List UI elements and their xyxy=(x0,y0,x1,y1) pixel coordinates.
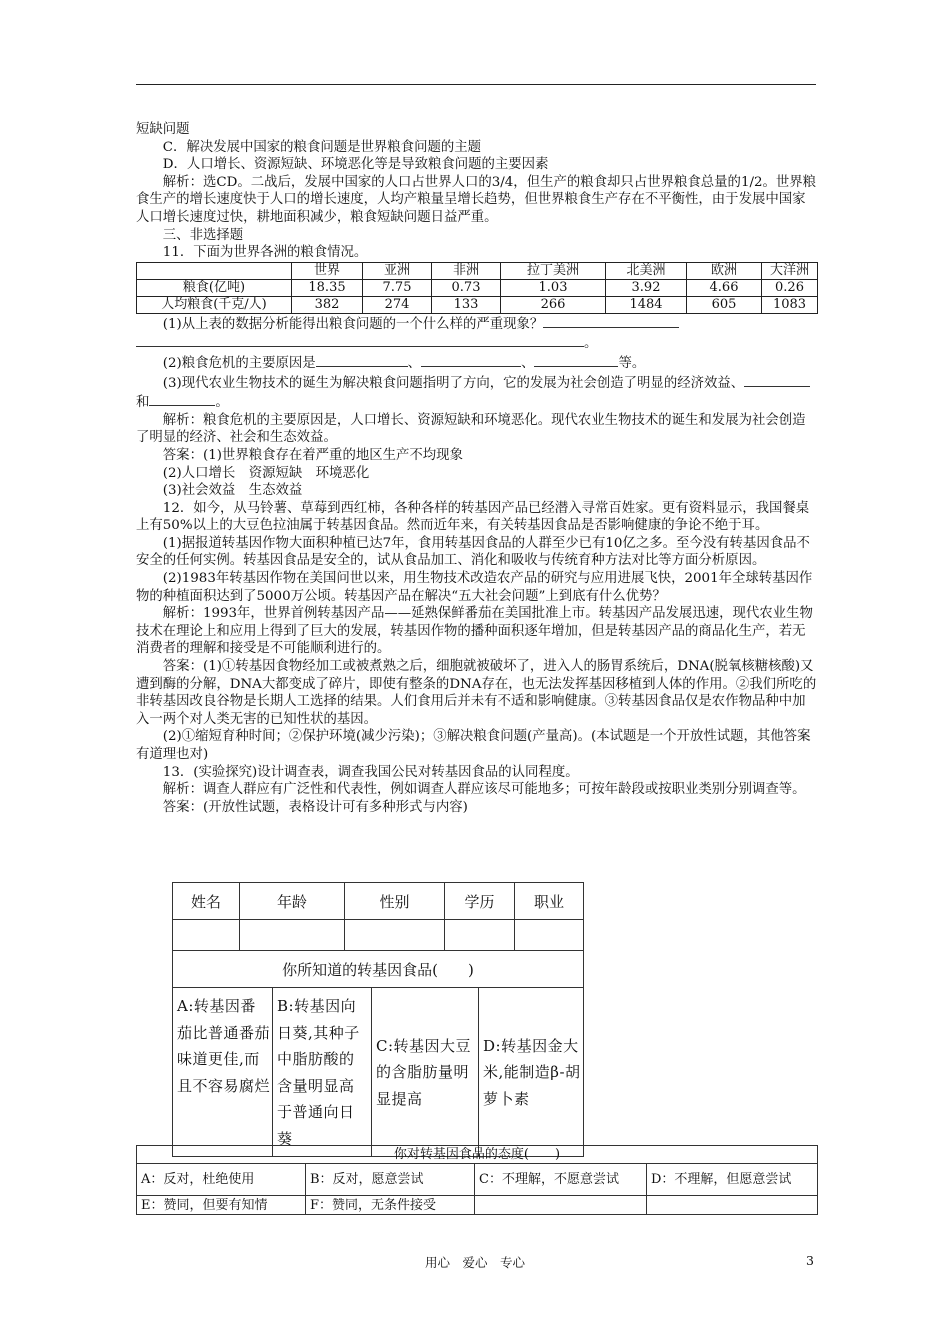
analysis-13: 解析：调查人群应有广泛性和代表性，例如调查人群应该尽可能地多；可按年龄段或按职业类别分别调查等。 xyxy=(162,782,806,798)
analysis-10: 解析：选CD。二战后，发展中国家的人口占世界人口的3/4，但生产的粮食却只占世界粮食总量的1/2。世界粮食生产的增长速度快于人口的增长速度，人均产粮量呈增长趋势，但世界粮食生产存在不平衡性，由于发展中国家人口增长速度过快，耕地面积减少，粮食短缺问题日益严重。 xyxy=(136,174,817,225)
survey-known-title: 你所知道的转基因食品( ) xyxy=(173,951,584,988)
punctuation: 。 xyxy=(584,336,598,352)
question-11: 11．下面为世界各洲的粮食情况。 xyxy=(162,245,368,261)
answer-blank xyxy=(543,314,679,328)
table-header-cell: 世界 xyxy=(292,262,363,279)
table-header-cell: 欧洲 xyxy=(687,262,762,279)
grain-table xyxy=(136,262,818,314)
survey-empty-cell xyxy=(445,920,515,951)
table-header-cell: 亚洲 xyxy=(363,262,432,279)
option-d: D．人口增长、资源短缺、环境恶化等是导致粮食问题的主要因素 xyxy=(162,157,549,173)
question-11-1 xyxy=(136,314,818,334)
survey-option-a: A:转基因番茄比普通番茄味道更佳,而且不容易腐烂 xyxy=(173,988,273,1156)
survey-header-cell: 职业 xyxy=(515,883,584,920)
answer-blank xyxy=(534,353,618,367)
attitude-empty-cell xyxy=(475,1196,647,1215)
question-11-2 xyxy=(136,353,818,373)
attitude-row xyxy=(137,1196,818,1215)
survey-header-cell: 性别 xyxy=(345,883,445,920)
question-text: (2)粮食危机的主要原因是 xyxy=(162,355,316,371)
answer-blank xyxy=(136,333,584,347)
survey-header-cell: 姓名 xyxy=(173,883,240,920)
answer-12-1: 答案：(1)①转基因食物经加工或被煮熟之后，细胞就被破坏了，进入人的肠胃系统后，DNA(脱氧核糖核酸)又遭到酶的分解，DNA大都变成了碎片，即使有整条的DNA存在，也无法发挥基因移植到人体的作用。②我们所吃的非转基因改良谷物是长期人工选择的结果。人们食用后并未有不适和影响健康。③转基因食品仅是农作物品种中加入一两个对人类无害的已知性状的基因。 xyxy=(136,659,817,727)
attitude-row xyxy=(137,1164,818,1196)
question-text: (3)现代农业生物技术的诞生为解决粮食问题指明了方向，它的发展为社会创造了明显的经济效益、 xyxy=(162,375,745,391)
table-header-row xyxy=(137,262,818,279)
question-12-2: (2)1983年转基因作物在美国问世以来，用生物技术改造农产品的研究与应用进展飞快，2001年全球转基因作物的种植面积达到了5000万公顷。转基因产品在解决“五大社会问题”上到底有什么优势？ xyxy=(136,571,813,604)
survey-option-b: B:转基因向日葵,其种子中脂肪酸的含量明显高于普通向日葵 xyxy=(273,988,372,1156)
table-cell: 605 xyxy=(687,296,762,313)
table-cell: 1.03 xyxy=(501,279,606,296)
table-cell: 粮食(亿吨) xyxy=(137,279,292,296)
attitude-empty-cell xyxy=(647,1196,818,1215)
survey-empty-cell xyxy=(515,920,584,951)
table-header-cell: 大洋洲 xyxy=(762,262,818,279)
survey-options-grid xyxy=(173,988,583,1156)
survey-options-cell xyxy=(173,988,584,1157)
table-cell: 133 xyxy=(432,296,501,313)
section-heading: 三、非选择题 xyxy=(162,227,244,243)
survey-known-row xyxy=(173,951,584,988)
survey-empty-cell xyxy=(173,920,240,951)
page-content xyxy=(136,121,818,816)
table-cell: 18.35 xyxy=(292,279,363,296)
table-cell: 4.66 xyxy=(687,279,762,296)
question-11-1-cont xyxy=(136,333,818,353)
footer-motto: 用心 爱心 专心 xyxy=(424,1255,525,1270)
table-cell: 人均粮食(千克/人) xyxy=(137,296,292,313)
punctuation: 。 xyxy=(215,395,229,411)
survey-empty-row xyxy=(173,920,584,951)
survey-empty-cell xyxy=(240,920,345,951)
attitude-option-b: B：反对，愿意尝试 xyxy=(306,1164,475,1196)
attitude-option-c: C：不理解，不愿意尝试 xyxy=(475,1164,647,1196)
survey-header-row xyxy=(173,883,584,920)
table-header-cell: 拉丁美洲 xyxy=(501,262,606,279)
table-header-cell: 北美洲 xyxy=(606,262,687,279)
survey-option-c: C:转基因大豆的含脂肪量明显提高 xyxy=(372,988,479,1156)
table-row xyxy=(137,296,818,313)
attitude-title: 你对转基因食品的态度( ) xyxy=(137,1146,818,1164)
answer-11-1: 答案：(1)世界粮食存在着严重的地区生产不均现象 xyxy=(162,447,463,463)
survey-header-cell: 年龄 xyxy=(240,883,345,920)
attitude-title-row xyxy=(137,1146,818,1164)
attitude-option-e: E：赞同，但要有知情 xyxy=(137,1196,306,1215)
question-11-3 xyxy=(136,373,818,412)
survey-option-d: D:转基因金大米,能制造β-胡萝卜素 xyxy=(479,988,584,1156)
table-cell: 1484 xyxy=(606,296,687,313)
analysis-12: 解析：1993年，世界首例转基因产品——延熟保鲜番茄在美国批准上市。转基因产品发展迅速，现代农业生物技术在理论上和应用上得到了巨大的发展，转基因作物的播种面积逐年增加，但是转基因产品的商品化生产，若无消费者的理解和接受是不可能顺利进行的。 xyxy=(136,606,813,657)
analysis-11: 解析：粮食危机的主要原因是，人口增长、资源短缺和环境恶化。现代农业生物技术的诞生和发展为社会创造了明显的经济、社会和生态效益。 xyxy=(136,412,806,446)
table-cell: 382 xyxy=(292,296,363,313)
answer-blank xyxy=(744,373,810,387)
table-cell: 7.75 xyxy=(363,279,432,296)
survey-header-cell: 学历 xyxy=(445,883,515,920)
punctuation: 、 xyxy=(521,355,535,371)
table-cell: 274 xyxy=(363,296,432,313)
punctuation: 、 xyxy=(407,355,422,371)
attitude-option-f: F：赞同，无条件接受 xyxy=(306,1196,475,1215)
attitude-table xyxy=(136,1145,818,1215)
question-13: 13．(实验探究)设计调查表，调查我国公民对转基因食品的认同程度。 xyxy=(162,764,579,780)
table-cell: 0.73 xyxy=(432,279,501,296)
option-c: C．解决发展中国家的粮食问题是世界粮食问题的主题 xyxy=(162,139,482,155)
answer-blank xyxy=(316,353,408,367)
table-cell: 3.92 xyxy=(606,279,687,296)
table-header-cell xyxy=(137,262,292,279)
question-text: (1)从上表的数据分析能得出粮食问题的一个什么样的严重现象？ xyxy=(162,316,544,332)
survey-table xyxy=(172,882,584,1157)
table-cell: 0.26 xyxy=(762,279,818,296)
survey-empty-cell xyxy=(345,920,445,951)
question-12: 12．如今，从马铃薯、草莓到西红柿，各种各样的转基因产品已经潜入寻常百姓家。更有资料显示，我国餐桌上有50%以上的大豆色拉油属于转基因食品。然而近年来，有关转基因食品是否影响健康的争论不绝于耳。 xyxy=(136,500,810,534)
attitude-option-d: D：不理解，但愿意尝试 xyxy=(647,1164,818,1196)
table-row xyxy=(137,279,818,296)
answer-12-2: (2)①缩短育种时间；②保护环境(减少污染)；③解决粮食问题(产量高)。(本试题是一个开放性试题，其他答案有道理也对) xyxy=(136,729,811,762)
question-12-1: (1)据报道转基因作物大面积种植已达7年，食用转基因食品的人群至少已有10亿之多。至今没有转基因食品不安全的任何实例。转基因食品是安全的，试从食品加工、消化和吸收与传统育种方法对比等方面分析原因。 xyxy=(136,535,810,569)
survey-options-row xyxy=(173,988,584,1157)
answer-blank xyxy=(421,353,521,367)
table-cell: 1083 xyxy=(762,296,818,313)
page-number: 3 xyxy=(806,1253,814,1268)
answer-blank xyxy=(149,392,215,406)
attitude-option-a: A：反对，杜绝使用 xyxy=(137,1164,306,1196)
answer-13: 答案：(开放性试题，表格设计可有多种形式与内容) xyxy=(162,799,468,815)
table-cell: 266 xyxy=(501,296,606,313)
text-line: 短缺问题 xyxy=(136,122,190,137)
punctuation: 等。 xyxy=(618,355,646,371)
answer-11-3: (3)社会效益 生态效益 xyxy=(162,483,303,499)
answer-11-2: (2)人口增长 资源短缺 环境恶化 xyxy=(162,465,370,481)
header-rule xyxy=(136,84,816,85)
question-text: 和 xyxy=(136,395,150,411)
table-header-cell: 非洲 xyxy=(432,262,501,279)
